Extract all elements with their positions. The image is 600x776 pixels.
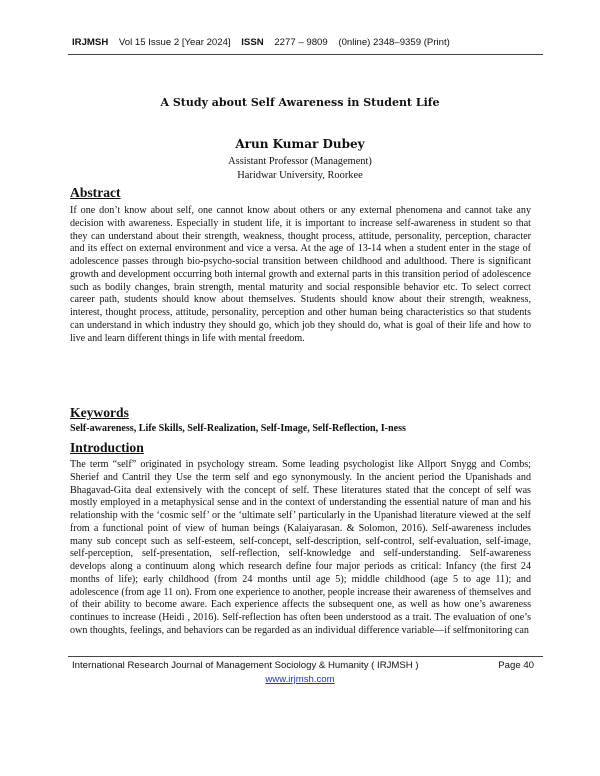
page-number: Page 40	[498, 660, 534, 671]
journal-abbrev: IRJMSH	[72, 37, 109, 48]
issn-number: 2277 – 9809	[274, 37, 328, 48]
author-name: Arun Kumar Dubey	[235, 137, 365, 151]
footer-journal-name: International Research Journal of Management Sociology & Humanity ( IRJMSH )	[72, 660, 419, 671]
introduction-heading: Introduction	[70, 440, 144, 455]
running-footer	[72, 660, 534, 671]
header-divider	[68, 54, 543, 55]
author-position: Assistant Professor (Management)	[228, 156, 372, 167]
abstract-heading: Abstract	[70, 185, 121, 200]
author-institution: Haridwar University, Roorkee	[237, 170, 363, 181]
volume-info: Vol 15 Issue 2 [Year 2024]	[118, 37, 231, 48]
running-header	[72, 37, 542, 48]
issn-label: ISSN	[241, 37, 264, 48]
keywords-text: Self-awareness, Life Skills, Self-Realization, Self-Image, Self-Reflection, I-ness	[70, 423, 406, 434]
footer-divider	[68, 656, 543, 657]
introduction-text: The term “self” originated in psychology stream. Some leading psychologist like Allport Snygg and Combs; Sherief and Cantril they Use the term self and ego synonymously. In the ancient period the Upanishads and Bhagavad-Gita deal extensively with the concept of self. These literatures stated that the concept of self was mostly employed in a metaphysical sense and in the context of understanding the essential nature of man and his relationship with the ‘cosmic self’ or the ‘ultimate self’ particularly in the Upanishad literature viewed at the self from a functional point of view of human beings (Kalaiyarasan. & Solomon, 2016). Self-awareness includes many sub concept such as self-esteem, self-concept, self-description, self-control, self-evaluation, self-image, self-perception, self-presentation, self-reflection, self-knowledge and self-understanding. Self-awareness develops along a continuum along which research define four major periods as critical: Infancy (the first 24 months of life); early childhood (from 24 months until age 5); middle childhood (age 5 to age 11); and adolescence (from age 11 on). From one experience to another, people increase their awareness of themselves and of their ability to become aware. Each experience affects the subsequent one, as well as how one’s awareness continues to increase (Heidi , 2016). Self-reflection has often been understood as a trait. The evaluation of one’s own thoughts, feelings, and behaviors can be regarded as an individual difference variable—if selfmonitoring can	[70, 459, 531, 636]
journal-website-link[interactable]: www.irjmsh.com	[265, 674, 335, 685]
keywords-heading: Keywords	[70, 405, 129, 420]
paper-title: A Study about Self Awareness in Student Life	[160, 96, 440, 109]
abstract-text: If one don’t know about self, one cannot know about others or any external phenomena and cannot take any decision with awareness. Especially in student life, it is important to increase self-awareness in student so that they can understand about their strength, weakness, thought process, attitude, personality, perception, character and its effect on external environment and vice a versa. At the age of 13-14 when a student enter in the stage of adolescence passes through bio-psycho-social transition between childhood and adulthood. There is significant growth and development occurring both internal growth and external parts in this transition period of adolescence such as bodily changes, brain strength, mental maturity and social responsible behavior etc. To select correct career path, students should know about themselves. Students should know about their strength, weakness, interest, thought process, attitude, personality, perception and other human being characteristics so that students can understand in which industry they should go, which job they should do, what is goal of their life and how to live and learn different things in life with mental freedom.	[70, 205, 531, 344]
issn-online: (0nline) 2348–9359 (Print)	[338, 37, 450, 48]
